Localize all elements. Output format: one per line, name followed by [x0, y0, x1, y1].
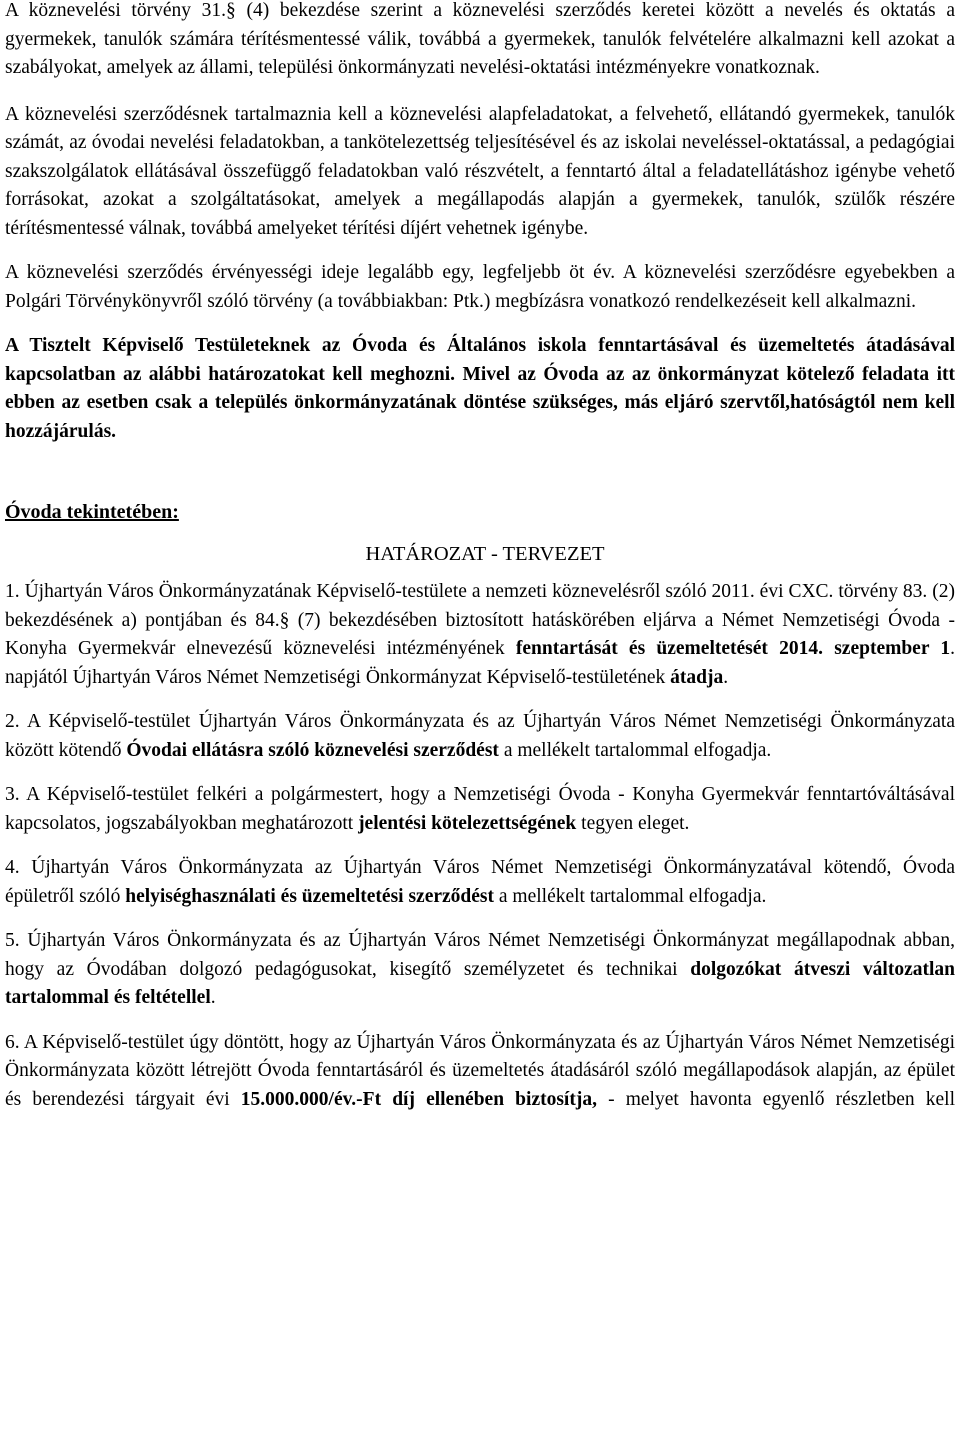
item-1-bold: fenntartását és üzemeltetését 2014. szeptember 1 — [515, 638, 951, 659]
item-4-bold: helyiséghasználati és üzemeltetési szerződést — [125, 885, 494, 907]
item-1-text-cont: (7) bekezdésében biztosított hatáskörében eljárva a Német Nemzetiségi Óvoda - Konyha Gyermekvár elnevezésű köznevelési intézményének — [5, 609, 955, 659]
item-4-text: 4. Újhartyán Város Önkormányzata az Újhartyán Város Német Nemzetiségi Önkormányzatával kötendő, Óvoda épületről szóló — [5, 857, 955, 907]
intro-p1-text-cont: (4) bekezdése szerint a köznevelési szerződés keretei között a nevelés és oktatás a gyermekek, tanulók számára térítésmentessé válik, továbbá a gyermekek, tanulók felvételére alkalmazni kell azokat a szabályokat, amelyek az állami, települési önkormányzati nevelési-oktatási intézményekre vonatkoznak. — [5, 0, 955, 78]
item-6-bold: 15.000.000/év.-Ft díj ellenében biztosítja, — [240, 1088, 597, 1110]
item-6-end: - melyet havonta egyenlő részletben kell — [596, 1088, 955, 1110]
document-page — [5, 0, 955, 1114]
section-sign: § — [226, 0, 236, 21]
intro-paragraph-1 — [5, 0, 955, 83]
item-3-bold: jelentési kötelezettségének — [358, 812, 577, 834]
resolution-item-5 — [5, 927, 955, 1013]
intro-p1-text: A köznevelési törvény 31. — [5, 0, 227, 21]
section-heading: Óvoda tekintetében: — [5, 501, 179, 523]
intro-paragraph-2: A köznevelési szerződésnek tartalmaznia kell a köznevelési alapfeladatokat, a felvehető, ellátandó gyermekek, tanulók számát, az óvodai nevelési feladatokban, a tankötelezettség teljesítésével és az iskolai neveléssel-oktatással, a pedagógiai szakszolgálatok ellátásával összefüggő feladatokban való részvételt, a fenntartó által a feladatellátáshoz igénybe vehető forrásokat, azokat a szolgáltatásokat, amelyek a megállapodás alapján a gyermekek, tanulók, szülők részére térítésmentessé válnak, továbbá amelyeket térítési díjért vehetnek igénybe. — [5, 103, 955, 239]
resolution-item-1 — [5, 578, 955, 692]
item-1-end: . — [723, 666, 729, 688]
item-4-end: a mellékelt tartalommal elfogadja. — [494, 885, 767, 907]
item-1-text: 1. Újhartyán Város Önkormányzatának Képviselő-testülete a nemzeti köznevelésről szóló 2011. évi CXC. törvény 83. (2) bekezdésének a) pontjában és 84. — [5, 581, 955, 631]
item-2-bold: Óvodai ellátásra szóló köznevelési szerződést — [126, 739, 499, 761]
item-2-text: 2. A Képviselő-testület Újhartyán Város Önkormányzata és az Újhartyán Város Német Nemzetiségi Önkormányzata között kötendő — [5, 711, 955, 761]
item-5-bold: dolgozókat átveszi változatlan tartalommal és feltétellel — [5, 958, 956, 1008]
intro-paragraph-3: A köznevelési szerződés érvényességi ideje legalább egy, legfeljebb öt év. A köznevelési szerződésre egyebekben a Polgári Törvénykönyvről szóló törvény (a továbbiakban: Ptk.) megbízásra vonatkozó rendelkezéseit kell alkalmazni. — [5, 262, 955, 312]
intro-paragraph-4: A Tisztelt Képviselő Testületeknek az Óvoda és Általános iskola fenntartásával és üzemeltetés átadásával kapcsolatban az alábbi határozatokat kell meghozni. Mivel az Óvoda az az önkormányzat kötelező feladata itt ebben az esetben csak a település önkormányzatának döntése szükséges, más eljáró szervtől,hatóságtól nem kell hozzájárulás. — [5, 335, 955, 442]
resolution-item-4 — [5, 854, 955, 911]
section-sign: § — [279, 609, 290, 631]
item-1-bold-2: átadja — [670, 666, 724, 688]
item-3-end: tegyen eleget. — [576, 812, 690, 834]
item-6-text: 6. A Képviselő-testület úgy döntött, hogy az Újhartyán Város Önkormányzata és az Újhartyán Város Német Nemzetiségi Önkormányzata között létrejött Óvoda fenntartásáról és üzemeltetés átadásáról szóló megállapodások alapján, az épület és berendezési tárgyait évi — [5, 1031, 955, 1110]
resolution-title: HATÁROZAT - TERVEZET — [365, 543, 605, 565]
item-3-text: 3. A Képviselő-testület felkéri a polgármestert, hogy a Nemzetiségi Óvoda - Konyha Gyermekvár fenntartóváltásával kapcsolatos, jogszabályokban meghatározott — [5, 784, 955, 834]
item-5-text: 5. Újhartyán Város Önkormányzata és az Újhartyán Város Német Nemzetiségi Önkormányzat megállapodnak abban, hogy az Óvodában dolgozó pedagógusokat, kisegítő személyzetet és technikai — [5, 930, 955, 980]
resolution-item-2 — [5, 708, 955, 765]
resolution-item-3 — [5, 781, 955, 838]
item-1-text-cont2: . napjától Újhartyán Város Német Nemzetiségi Önkormányzat Képviselő-testületének — [5, 638, 955, 688]
item-2-end: a mellékelt tartalommal elfogadja. — [498, 739, 772, 761]
item-5-end: . — [210, 987, 216, 1008]
resolution-item-6 — [5, 1029, 955, 1115]
